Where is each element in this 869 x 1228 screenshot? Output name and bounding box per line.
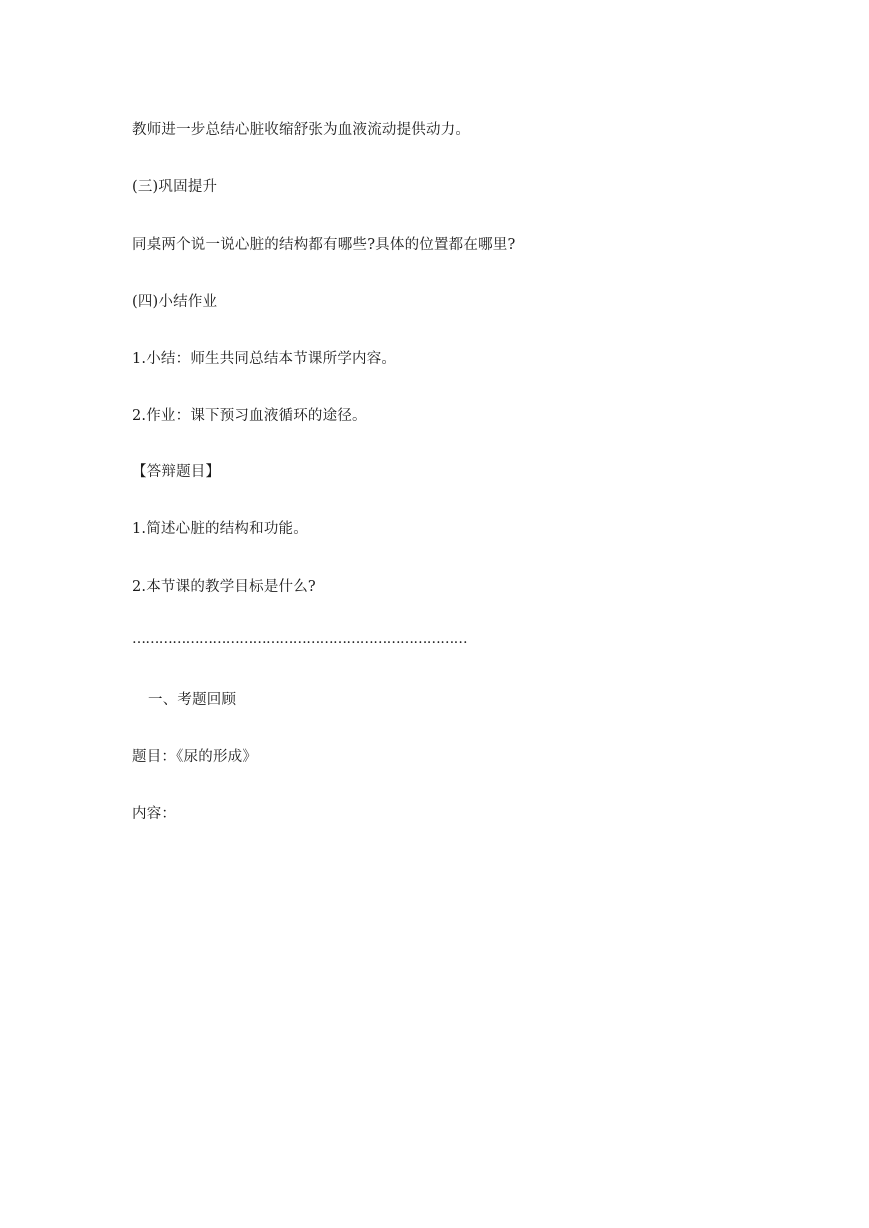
dotted-separator: ………………………………………………………………… (132, 631, 468, 647)
section-heading-consolidate: (三)巩固提升 (132, 179, 218, 195)
content-label: 内容： (132, 806, 177, 822)
exam-topic: 题目：《尿的形成》 (132, 749, 258, 765)
defense-question-1: 1.简述心脏的结构和功能。 (132, 521, 308, 537)
paragraph-summary: 教师进一步总结心脏收缩舒张为血液流动提供动力。 (132, 122, 471, 138)
paragraph-discussion: 同桌两个说一说心脏的结构都有哪些?具体的位置都在哪里? (132, 237, 516, 253)
defense-question-2: 2.本节课的教学目标是什么? (132, 579, 316, 595)
section-heading-summary-homework: (四)小结作业 (132, 294, 218, 310)
list-item-summary: 1.小结：师生共同总结本节课所学内容。 (132, 351, 397, 367)
exam-review-heading: 一、考题回顾 (148, 692, 237, 708)
list-item-homework: 2.作业：课下预习血液循环的途径。 (132, 408, 367, 424)
defense-questions-heading: 【答辩题目】 (132, 464, 221, 480)
